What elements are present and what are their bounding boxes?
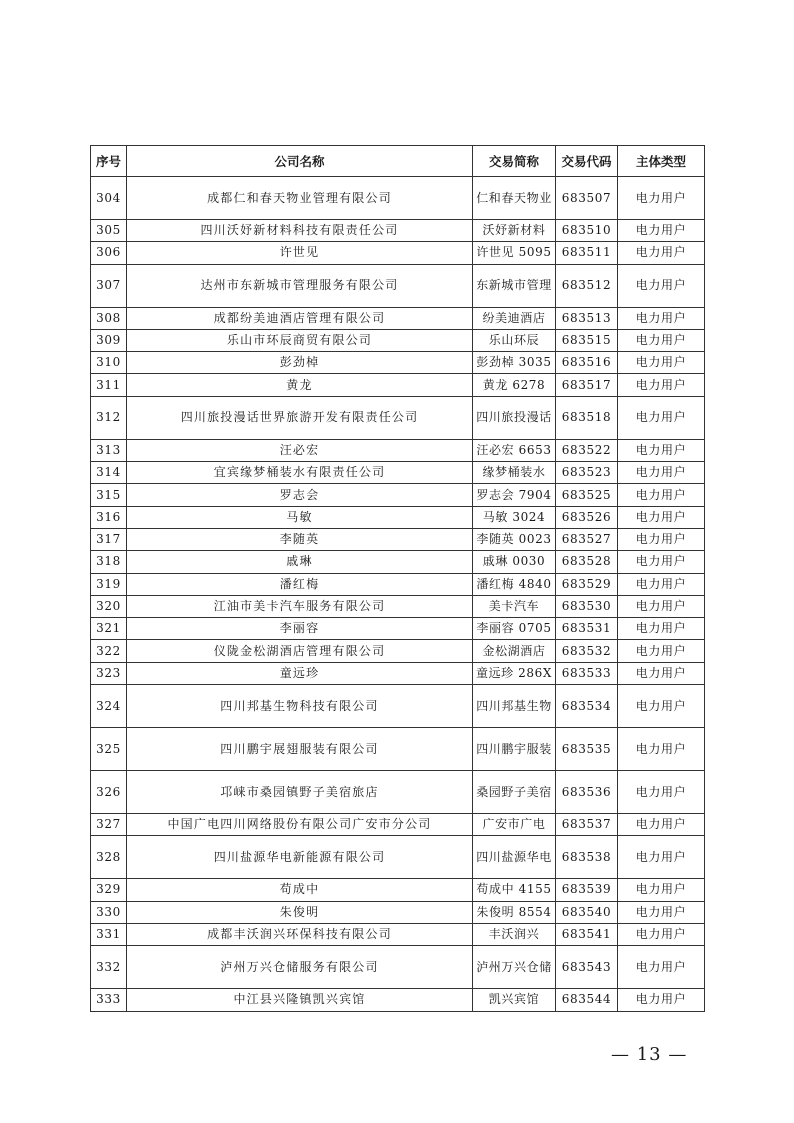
table-row — [91, 242, 705, 264]
table-row — [91, 640, 705, 662]
entity-type: 电力用户 — [618, 484, 705, 506]
trade-abbr: 四川邦基生物 — [473, 685, 556, 728]
entity-type: 电力用户 — [618, 439, 705, 461]
trade-abbr: 许世见 5095 — [473, 242, 556, 264]
table-body — [91, 177, 705, 1012]
trade-code: 683515 — [556, 329, 618, 351]
row-number: 332 — [91, 946, 127, 989]
entity-type: 电力用户 — [618, 551, 705, 573]
trade-code: 683517 — [556, 374, 618, 396]
trade-abbr: 李丽容 0705 — [473, 618, 556, 640]
company-name: 乐山市环辰商贸有限公司 — [127, 329, 473, 351]
row-number: 315 — [91, 484, 127, 506]
trade-abbr: 黄龙 6278 — [473, 374, 556, 396]
trade-abbr: 东新城市管理 — [473, 264, 556, 307]
entity-type: 电力用户 — [618, 728, 705, 771]
trade-abbr: 汪必宏 6653 — [473, 439, 556, 461]
trade-code: 683530 — [556, 595, 618, 617]
row-number: 311 — [91, 374, 127, 396]
trade-code: 683523 — [556, 462, 618, 484]
trade-abbr: 朱俊明 8554 — [473, 901, 556, 923]
header-trade-code: 交易代码 — [556, 146, 618, 177]
entity-type: 电力用户 — [618, 923, 705, 945]
entity-type: 电力用户 — [618, 506, 705, 528]
entity-type: 电力用户 — [618, 264, 705, 307]
row-number: 312 — [91, 396, 127, 439]
header-no: 序号 — [91, 146, 127, 177]
company-name: 江油市美卡汽车服务有限公司 — [127, 595, 473, 617]
entity-type: 电力用户 — [618, 662, 705, 684]
company-name: 马敏 — [127, 506, 473, 528]
company-name: 四川旅投漫话世界旅游开发有限责任公司 — [127, 396, 473, 439]
table-row — [91, 946, 705, 989]
table-row — [91, 506, 705, 528]
entity-type: 电力用户 — [618, 329, 705, 351]
row-number: 319 — [91, 573, 127, 595]
trade-abbr: 罗志会 7904 — [473, 484, 556, 506]
table-row — [91, 771, 705, 814]
trade-abbr: 潘红梅 4840 — [473, 573, 556, 595]
trade-code: 683544 — [556, 989, 618, 1011]
trade-code: 683518 — [556, 396, 618, 439]
row-number: 313 — [91, 439, 127, 461]
trade-code: 683510 — [556, 220, 618, 242]
company-name: 达州市东新城市管理服务有限公司 — [127, 264, 473, 307]
row-number: 331 — [91, 923, 127, 945]
trade-abbr: 苟成中 4155 — [473, 879, 556, 901]
trade-abbr: 缘梦桶装水 — [473, 462, 556, 484]
table-row — [91, 662, 705, 684]
trade-code: 683522 — [556, 439, 618, 461]
company-name: 泸州万兴仓储服务有限公司 — [127, 946, 473, 989]
row-number: 308 — [91, 307, 127, 329]
table-row — [91, 551, 705, 573]
company-name: 四川盐源华电新能源有限公司 — [127, 836, 473, 879]
row-number: 326 — [91, 771, 127, 814]
company-table — [90, 145, 705, 1012]
row-number: 330 — [91, 901, 127, 923]
trade-abbr: 广安市广电 — [473, 814, 556, 836]
table-row — [91, 220, 705, 242]
row-number: 333 — [91, 989, 127, 1011]
header-entity-type: 主体类型 — [618, 146, 705, 177]
trade-abbr: 金松湖酒店 — [473, 640, 556, 662]
trade-code: 683534 — [556, 685, 618, 728]
company-name: 中国广电四川网络股份有限公司广安市分公司 — [127, 814, 473, 836]
table-row — [91, 264, 705, 307]
row-number: 314 — [91, 462, 127, 484]
table-row — [91, 396, 705, 439]
table-row — [91, 528, 705, 550]
trade-code: 683538 — [556, 836, 618, 879]
entity-type: 电力用户 — [618, 836, 705, 879]
row-number: 321 — [91, 618, 127, 640]
entity-type: 电力用户 — [618, 879, 705, 901]
trade-code: 683525 — [556, 484, 618, 506]
company-name: 李随英 — [127, 528, 473, 550]
row-number: 318 — [91, 551, 127, 573]
trade-code: 683539 — [556, 879, 618, 901]
trade-code: 683532 — [556, 640, 618, 662]
company-name: 成都仁和春天物业管理有限公司 — [127, 177, 473, 220]
company-name: 罗志会 — [127, 484, 473, 506]
trade-abbr: 四川鹏宇服装 — [473, 728, 556, 771]
trade-abbr: 乐山环辰 — [473, 329, 556, 351]
trade-code: 683512 — [556, 264, 618, 307]
table-row — [91, 618, 705, 640]
trade-abbr: 四川盐源华电 — [473, 836, 556, 879]
trade-abbr: 戚琳 0030 — [473, 551, 556, 573]
row-number: 307 — [91, 264, 127, 307]
company-name: 仪陇金松湖酒店管理有限公司 — [127, 640, 473, 662]
company-name: 汪必宏 — [127, 439, 473, 461]
page-number: — 13 — — [611, 1044, 688, 1065]
table-row — [91, 352, 705, 374]
company-name: 苟成中 — [127, 879, 473, 901]
row-number: 304 — [91, 177, 127, 220]
trade-abbr: 泸州万兴仓储 — [473, 946, 556, 989]
trade-abbr: 李随英 0023 — [473, 528, 556, 550]
entity-type: 电力用户 — [618, 462, 705, 484]
table-row — [91, 685, 705, 728]
company-name: 四川邦基生物科技有限公司 — [127, 685, 473, 728]
entity-type: 电力用户 — [618, 220, 705, 242]
header-company-name: 公司名称 — [127, 146, 473, 177]
company-name: 宜宾缘梦桶装水有限责任公司 — [127, 462, 473, 484]
table-row — [91, 462, 705, 484]
trade-abbr: 纷美迪酒店 — [473, 307, 556, 329]
company-name: 潘红梅 — [127, 573, 473, 595]
company-name: 童远珍 — [127, 662, 473, 684]
trade-code: 683527 — [556, 528, 618, 550]
trade-abbr: 丰沃润兴 — [473, 923, 556, 945]
table-row — [91, 595, 705, 617]
row-number: 324 — [91, 685, 127, 728]
trade-abbr: 凯兴宾馆 — [473, 989, 556, 1011]
trade-code: 683516 — [556, 352, 618, 374]
entity-type: 电力用户 — [618, 352, 705, 374]
trade-abbr: 四川旅投漫话 — [473, 396, 556, 439]
row-number: 323 — [91, 662, 127, 684]
entity-type: 电力用户 — [618, 901, 705, 923]
trade-code: 683507 — [556, 177, 618, 220]
company-name: 李丽容 — [127, 618, 473, 640]
entity-type: 电力用户 — [618, 374, 705, 396]
header-trade-abbr: 交易简称 — [473, 146, 556, 177]
table-row — [91, 728, 705, 771]
row-number: 320 — [91, 595, 127, 617]
trade-code: 683536 — [556, 771, 618, 814]
trade-code: 683511 — [556, 242, 618, 264]
table-row — [91, 879, 705, 901]
table-row — [91, 329, 705, 351]
company-name: 成都纷美迪酒店管理有限公司 — [127, 307, 473, 329]
trade-abbr: 沃妤新材料 — [473, 220, 556, 242]
table-row — [91, 177, 705, 220]
row-number: 310 — [91, 352, 127, 374]
entity-type: 电力用户 — [618, 307, 705, 329]
table-row — [91, 484, 705, 506]
company-name: 黄龙 — [127, 374, 473, 396]
entity-type: 电力用户 — [618, 946, 705, 989]
trade-code: 683513 — [556, 307, 618, 329]
company-name: 戚琳 — [127, 551, 473, 573]
trade-code: 683529 — [556, 573, 618, 595]
table-row — [91, 923, 705, 945]
table-row — [91, 573, 705, 595]
company-name: 许世见 — [127, 242, 473, 264]
entity-type: 电力用户 — [618, 640, 705, 662]
trade-abbr: 桑园野子美宿 — [473, 771, 556, 814]
trade-abbr: 美卡汽车 — [473, 595, 556, 617]
trade-code: 683528 — [556, 551, 618, 573]
entity-type: 电力用户 — [618, 814, 705, 836]
table-header-row — [91, 146, 705, 177]
entity-type: 电力用户 — [618, 396, 705, 439]
table-row — [91, 989, 705, 1011]
entity-type: 电力用户 — [618, 573, 705, 595]
row-number: 317 — [91, 528, 127, 550]
entity-type: 电力用户 — [618, 618, 705, 640]
company-name: 四川沃妤新材料科技有限责任公司 — [127, 220, 473, 242]
entity-type: 电力用户 — [618, 177, 705, 220]
trade-code: 683526 — [556, 506, 618, 528]
trade-abbr: 彭劲棹 3035 — [473, 352, 556, 374]
entity-type: 电力用户 — [618, 595, 705, 617]
company-name: 四川鹏宇展翅服装有限公司 — [127, 728, 473, 771]
entity-type: 电力用户 — [618, 242, 705, 264]
table-row — [91, 836, 705, 879]
row-number: 305 — [91, 220, 127, 242]
row-number: 316 — [91, 506, 127, 528]
trade-abbr: 童远珍 286X — [473, 662, 556, 684]
trade-code: 683533 — [556, 662, 618, 684]
row-number: 329 — [91, 879, 127, 901]
trade-code: 683531 — [556, 618, 618, 640]
row-number: 327 — [91, 814, 127, 836]
row-number: 306 — [91, 242, 127, 264]
trade-code: 683535 — [556, 728, 618, 771]
trade-abbr: 马敏 3024 — [473, 506, 556, 528]
trade-abbr: 仁和春天物业 — [473, 177, 556, 220]
trade-code: 683540 — [556, 901, 618, 923]
trade-code: 683537 — [556, 814, 618, 836]
trade-code: 683543 — [556, 946, 618, 989]
entity-type: 电力用户 — [618, 528, 705, 550]
table-row — [91, 901, 705, 923]
company-name: 彭劲棹 — [127, 352, 473, 374]
table-row — [91, 814, 705, 836]
trade-code: 683541 — [556, 923, 618, 945]
company-name: 成都丰沃润兴环保科技有限公司 — [127, 923, 473, 945]
table-row — [91, 374, 705, 396]
table-row — [91, 307, 705, 329]
row-number: 328 — [91, 836, 127, 879]
company-name: 朱俊明 — [127, 901, 473, 923]
entity-type: 电力用户 — [618, 771, 705, 814]
company-name: 邛崃市桑园镇野子美宿旅店 — [127, 771, 473, 814]
row-number: 322 — [91, 640, 127, 662]
row-number: 325 — [91, 728, 127, 771]
row-number: 309 — [91, 329, 127, 351]
company-name: 中江县兴隆镇凯兴宾馆 — [127, 989, 473, 1011]
entity-type: 电力用户 — [618, 685, 705, 728]
table-row — [91, 439, 705, 461]
entity-type: 电力用户 — [618, 989, 705, 1011]
